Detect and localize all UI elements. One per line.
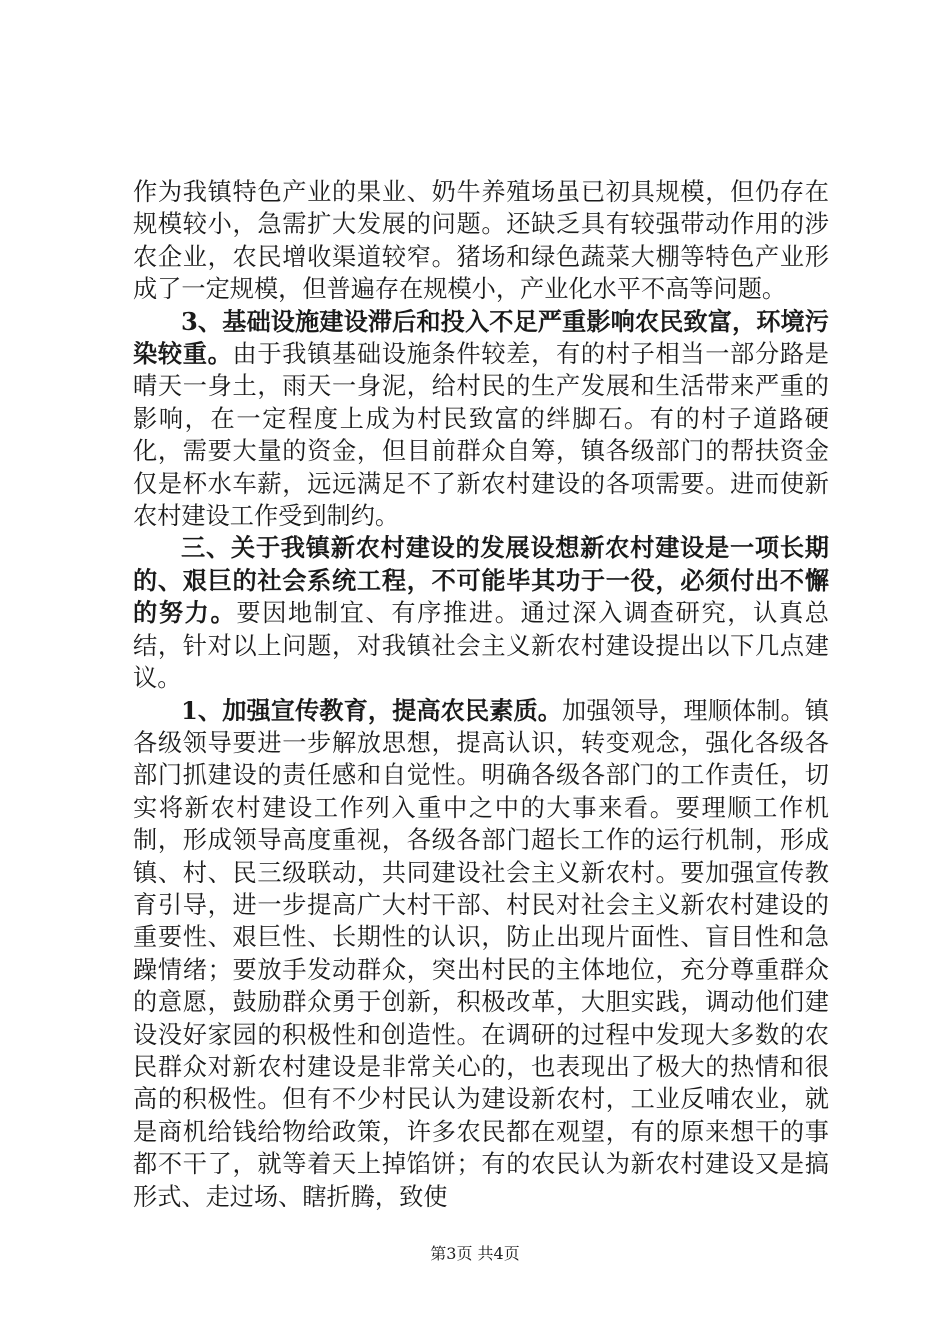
paragraph-4 <box>133 695 829 1214</box>
paragraph-3 <box>133 532 829 694</box>
paragraph-1 <box>133 176 829 306</box>
paragraph-2-text: 由于我镇基础设施条件较差，有的村子相当一部分路是晴天一身土，雨天一身泥，给村民的生产发展和生活带来严重的影响，在一定程度上成为村民致富的绊脚石。有的村子道路硬化，需要大量的资金，但目前群众自筹，镇各级部门的帮扶资金仅是杯水车薪，远远满足不了新农村建设的各项需要。进而使新农村建设工作受到制约。 <box>133 340 829 531</box>
paragraph-4-heading: 1、加强宣传教育，提高农民素质。 <box>181 695 563 725</box>
paragraph-3-text: 要因地制宜、有序推进。通过深入调查研究，认真总结，针对以上问题，对我镇社会主义新农村建设提出以下几点建议。 <box>133 599 829 693</box>
paragraph-2-heading: 3、基础设施建设滞后和投入不足严重影响农民致富，环境污染较重。 <box>133 306 829 369</box>
paragraph-2 <box>133 306 829 533</box>
body-text <box>133 176 829 1213</box>
page-footer: 第3页 共4页 <box>430 1244 520 1263</box>
paragraph-4-text: 加强领导，理顺体制。镇各级领导要进一步解放思想，提高认识，转变观念，强化各级各部门抓建设的责任感和自觉性。明确各级各部门的工作责任，切实将新农村建设工作列入重中之中的大事来看。要理顺工作机制，形成领导高度重视，各级各部门超长工作的运行机制，形成镇、村、民三级联动，共同建设社会主义新农村。要加强宣传教育引导，进一步提高广大村干部、村民对社会主义新农村建设的重要性、艰巨性、长期性的认识，防止出现片面性、盲目性和急躁情绪；要放手发动群众，突出村民的主体地位，充分尊重群众的意愿，鼓励群众勇于创新，积极改革，大胆实践，调动他们建设没好家园的积极性和创造性。在调研的过程中发现大多数的农民群众对新农村建设是非常关心的，也表现出了极大的热情和很高的积极性。但有不少村民认为建设新农村，工业反哺农业，就是商机给钱给物给政策，许多农民都在观望，有的原来想干的事都不干了，就等着天上掉馅饼；有的农民认为新农村建设又是搞形式、走过场、瞎折腾，致使 <box>133 696 829 1211</box>
paragraph-3-heading: 三、关于我镇新农村建设的发展设想新农村建设是一项长期的、艰巨的社会系统工程，不可能毕其功于一役，必须付出不懈的努力。 <box>133 533 829 628</box>
paragraph-1-text: 作为我镇特色产业的果业、奶牛养殖场虽已初具规模，但仍存在规模较小，急需扩大发展的问题。还缺乏具有较强带动作用的涉农企业，农民增收渠道较窄。猪场和绿色蔬菜大棚等特色产业形成了一定规模，但普遍存在规模小，产业化水平不高等问题。 <box>133 178 829 304</box>
